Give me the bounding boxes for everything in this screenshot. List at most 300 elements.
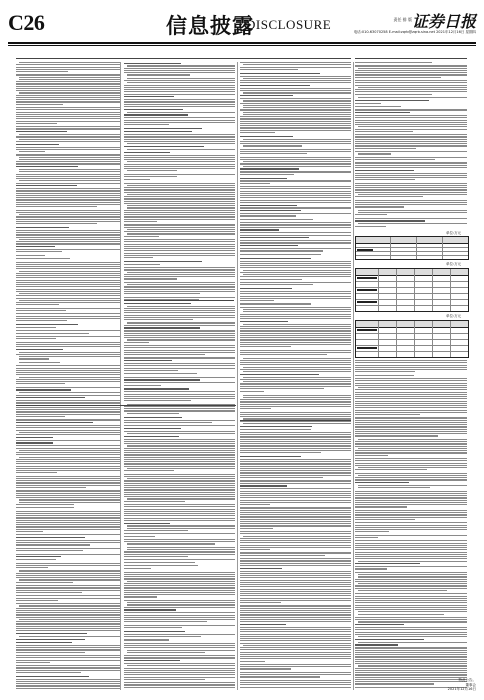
text-line [124,541,235,542]
text-line [355,535,467,536]
text-line [355,403,467,404]
text-line [358,87,467,88]
text-line [355,522,467,523]
text-line [124,357,235,358]
text-line [240,664,351,665]
text-line [19,180,120,181]
text-line [124,354,205,355]
text-line [355,588,467,589]
text-line [19,171,120,172]
text-line [240,276,351,277]
text-line [124,269,235,270]
text-line [240,558,351,559]
text-line [358,153,391,154]
text-line [19,392,120,393]
text-line [19,159,120,160]
text-line [16,478,120,479]
text-line [355,226,386,227]
data-table-3 [355,320,469,358]
text-line [355,452,467,453]
text-line [240,666,351,667]
text-line [124,496,235,497]
text-line [124,377,235,378]
text-line [124,219,235,220]
text-line [355,145,467,146]
text-line [124,365,235,366]
text-line [124,576,235,577]
text-line [19,271,120,272]
subheading-line [124,360,172,361]
subheading-line [240,321,288,322]
text-line [240,314,351,315]
text-line [355,585,467,586]
text-line [16,617,120,618]
text-line [240,222,351,223]
text-line [127,547,235,548]
text-line [124,674,235,675]
text-line [240,318,351,319]
text-line [127,650,235,651]
text-line [16,414,120,415]
subheading-line [16,642,72,643]
text-line [124,657,235,658]
text-line [240,483,351,484]
text-line [16,330,120,331]
text-line [243,324,351,325]
text-line [127,543,215,544]
text-line [355,185,467,186]
text-line [240,563,351,564]
text-line [358,210,467,211]
text-line [19,157,120,158]
text-line [240,180,351,181]
subheading-line [355,170,414,171]
text-line [355,410,467,411]
text-line [124,164,235,165]
text-line [240,619,351,620]
text-line [358,97,467,98]
text-line [240,661,265,662]
text-line [124,485,235,486]
text-line [124,396,235,397]
text-line [355,200,467,201]
text-line [19,457,120,458]
text-line [124,647,235,648]
text-line [127,468,235,469]
text-line [124,615,235,616]
text-line [240,519,351,520]
text-line [16,466,120,467]
text-line [240,267,351,268]
text-line [124,483,235,484]
text-line [16,577,120,578]
text-line [240,549,270,550]
text-line [355,670,467,671]
text-line [240,500,351,501]
text-line [124,643,235,644]
text-line [355,117,467,118]
text-line [124,104,235,105]
text-line [355,441,467,442]
text-line [19,499,120,500]
text-line [240,303,311,304]
text-line [355,647,467,648]
text-line [355,129,467,130]
text-line [240,507,351,508]
text-line [240,445,351,446]
text-line [16,430,120,431]
text-line [243,367,351,368]
text-line [127,207,235,208]
subheading-line [124,388,189,389]
text-line [240,502,351,503]
text-line [240,404,351,405]
text-line [355,367,467,368]
text-line [16,480,120,481]
text-line [16,655,120,656]
section-divider [16,58,351,59]
text-line [124,70,235,71]
text-line [355,600,467,601]
text-line [127,528,235,529]
text-line [16,667,120,668]
text-line [240,335,351,336]
text-line [355,136,467,137]
text-line [355,159,435,160]
text-line [240,291,351,292]
text-line [240,213,351,214]
text-line [19,134,120,135]
text-line [240,495,351,496]
text-line [16,86,120,87]
text-line [240,533,351,534]
text-line [16,587,120,588]
text-line [240,575,351,576]
text-line [240,682,351,683]
text-line [16,298,120,299]
footer-line-3: 2021年12月16日 [447,687,476,691]
text-line [124,244,235,245]
text-line [240,339,351,340]
text-line [16,448,120,449]
text-line [16,383,65,384]
text-line [16,99,120,100]
subheading-line [16,422,93,423]
text-line [355,109,467,110]
text-line [127,149,235,150]
text-line [124,347,235,348]
text-line [355,396,467,397]
text-line [19,358,49,359]
text-line [124,94,235,95]
text-line [240,67,351,68]
text-line [16,232,120,233]
text-line [355,495,467,496]
text-line [124,368,235,369]
text-line [240,263,351,264]
text-line [358,621,467,622]
subheading-line [240,485,287,486]
text-line [16,497,120,498]
text-line [355,77,441,78]
text-line [16,461,120,462]
text-line [16,649,120,650]
column-divider [120,62,121,690]
text-line [124,612,235,613]
subheading-line [16,537,85,538]
text-line [355,527,467,528]
subheading-line [124,128,202,129]
text-line [124,406,235,407]
text-line [124,565,198,566]
text-line [16,178,120,179]
text-line [16,74,120,75]
text-line [240,82,351,83]
text-line [355,525,467,526]
text-line [240,491,351,492]
text-line [243,377,351,378]
text-line [124,684,235,685]
editor-line: 责任 排 版 [393,17,412,22]
text-line [240,516,351,517]
text-line [243,274,351,275]
text-line [240,254,321,255]
text-line [240,121,351,122]
text-line [124,463,235,464]
text-line [16,598,120,599]
text-line [16,517,120,518]
text-line [355,89,467,90]
text-line [240,130,351,131]
text-line [16,550,83,551]
text-line [240,656,351,657]
text-line [358,590,447,591]
text-line [355,514,467,515]
text-line [124,317,235,318]
text-line [19,432,120,433]
text-line [16,277,120,278]
text-line [124,253,235,254]
subheading-line [16,389,71,390]
text-line [16,522,120,523]
subheading-line [240,624,286,625]
text-line [240,157,351,158]
text-line [355,218,467,219]
text-line [240,118,351,119]
text-line [240,240,351,241]
text-line [240,163,351,164]
text-line [16,610,120,611]
text-line [16,595,120,596]
subheading-line [124,523,170,524]
text-line [16,163,120,164]
text-line [240,475,351,476]
text-line [355,674,467,675]
text-line [124,264,160,265]
text-line [124,255,235,256]
text-line [240,525,351,526]
text-line [355,394,467,395]
text-line [240,242,351,243]
text-line [124,572,235,573]
text-line [240,171,351,172]
text-line [240,680,351,681]
text-line [124,617,235,618]
text-line [16,487,86,488]
text-line [355,383,467,384]
text-line [16,149,120,150]
text-line [124,634,235,635]
text-line [355,545,467,546]
text-line [16,284,120,285]
text-line [358,212,467,213]
text-line [240,631,351,632]
text-line [16,463,120,464]
text-line [240,621,351,622]
text-line [16,234,120,235]
text-line [124,480,235,481]
text-line [355,148,416,149]
text-line [124,382,235,383]
text-line [243,309,351,310]
text-line [355,506,407,507]
text-line [127,185,235,186]
text-line [240,364,351,365]
text-line [240,627,351,628]
text-line [240,391,264,392]
text-line [16,116,120,117]
text-line [124,474,235,475]
text-line [240,610,351,611]
text-line [16,454,120,455]
subheading-line [124,146,204,147]
text-line [355,82,467,83]
text-line [240,617,351,618]
text-line [355,512,467,513]
subheading-line [355,100,429,101]
text-line [240,647,351,648]
text-line [243,78,351,79]
text-line [355,106,401,107]
text-line [124,68,235,69]
text-line [240,200,351,201]
text-line [16,291,120,292]
text-line [16,310,66,311]
text-line [240,684,351,685]
text-line [355,401,467,402]
text-line [124,408,235,409]
text-line [16,370,120,371]
table-unit-1: 单位:万元 [446,231,462,235]
text-line [16,515,120,516]
text-line [355,656,467,657]
text-line [355,663,467,664]
text-line [240,412,351,413]
text-line [124,210,235,211]
text-line [124,394,235,395]
text-line [355,473,467,474]
text-line [240,90,351,91]
text-line [240,434,351,435]
text-line [16,258,70,259]
text-line [124,450,235,451]
text-line [124,583,235,584]
text-line [16,565,120,566]
text-line [355,593,467,594]
text-line [16,280,120,281]
text-line [16,434,120,435]
text-line [355,371,415,372]
text-line [240,328,351,329]
text-column [240,62,351,690]
text-line [16,452,120,453]
text-line [124,596,157,597]
text-line [16,400,120,401]
text-line [240,88,351,89]
text-line [124,391,235,392]
text-line [240,439,351,440]
subheading-line [16,131,67,132]
text-line [127,665,235,666]
text-line [124,645,235,646]
text-line [124,554,235,555]
text-line [16,672,81,673]
text-line [127,161,235,162]
text-line [16,308,120,309]
text-line [127,498,235,499]
text-line [355,568,387,569]
text-line [355,162,467,163]
text-line [240,510,351,511]
text-line [240,528,273,529]
text-line [127,445,235,446]
text-line [16,230,120,231]
text-line [127,205,235,206]
subheading-line [355,644,398,645]
text-line [355,446,467,447]
text-line [240,552,351,553]
text-line [124,425,235,426]
text-line [355,469,427,470]
text-line [124,441,235,442]
text-line [355,463,467,464]
text-line [240,493,351,494]
text-line [19,579,120,580]
text-line [124,308,235,309]
text-line [243,105,351,106]
text-line [16,161,120,162]
text-line [240,401,351,402]
text-line [16,582,73,583]
text-line [124,621,207,622]
text-line [240,542,351,543]
text-line [16,210,120,211]
text-line [240,565,351,566]
text-line [124,655,235,656]
text-line [355,504,467,505]
text-line [16,188,120,189]
text-line [240,605,351,606]
text-line [355,120,467,121]
text-line [127,433,235,434]
text-line [124,410,235,411]
text-line [240,193,351,194]
text-line [240,272,351,273]
text-line [240,316,351,317]
text-line [124,679,205,680]
text-line [124,87,235,88]
subheading-line [240,568,282,569]
